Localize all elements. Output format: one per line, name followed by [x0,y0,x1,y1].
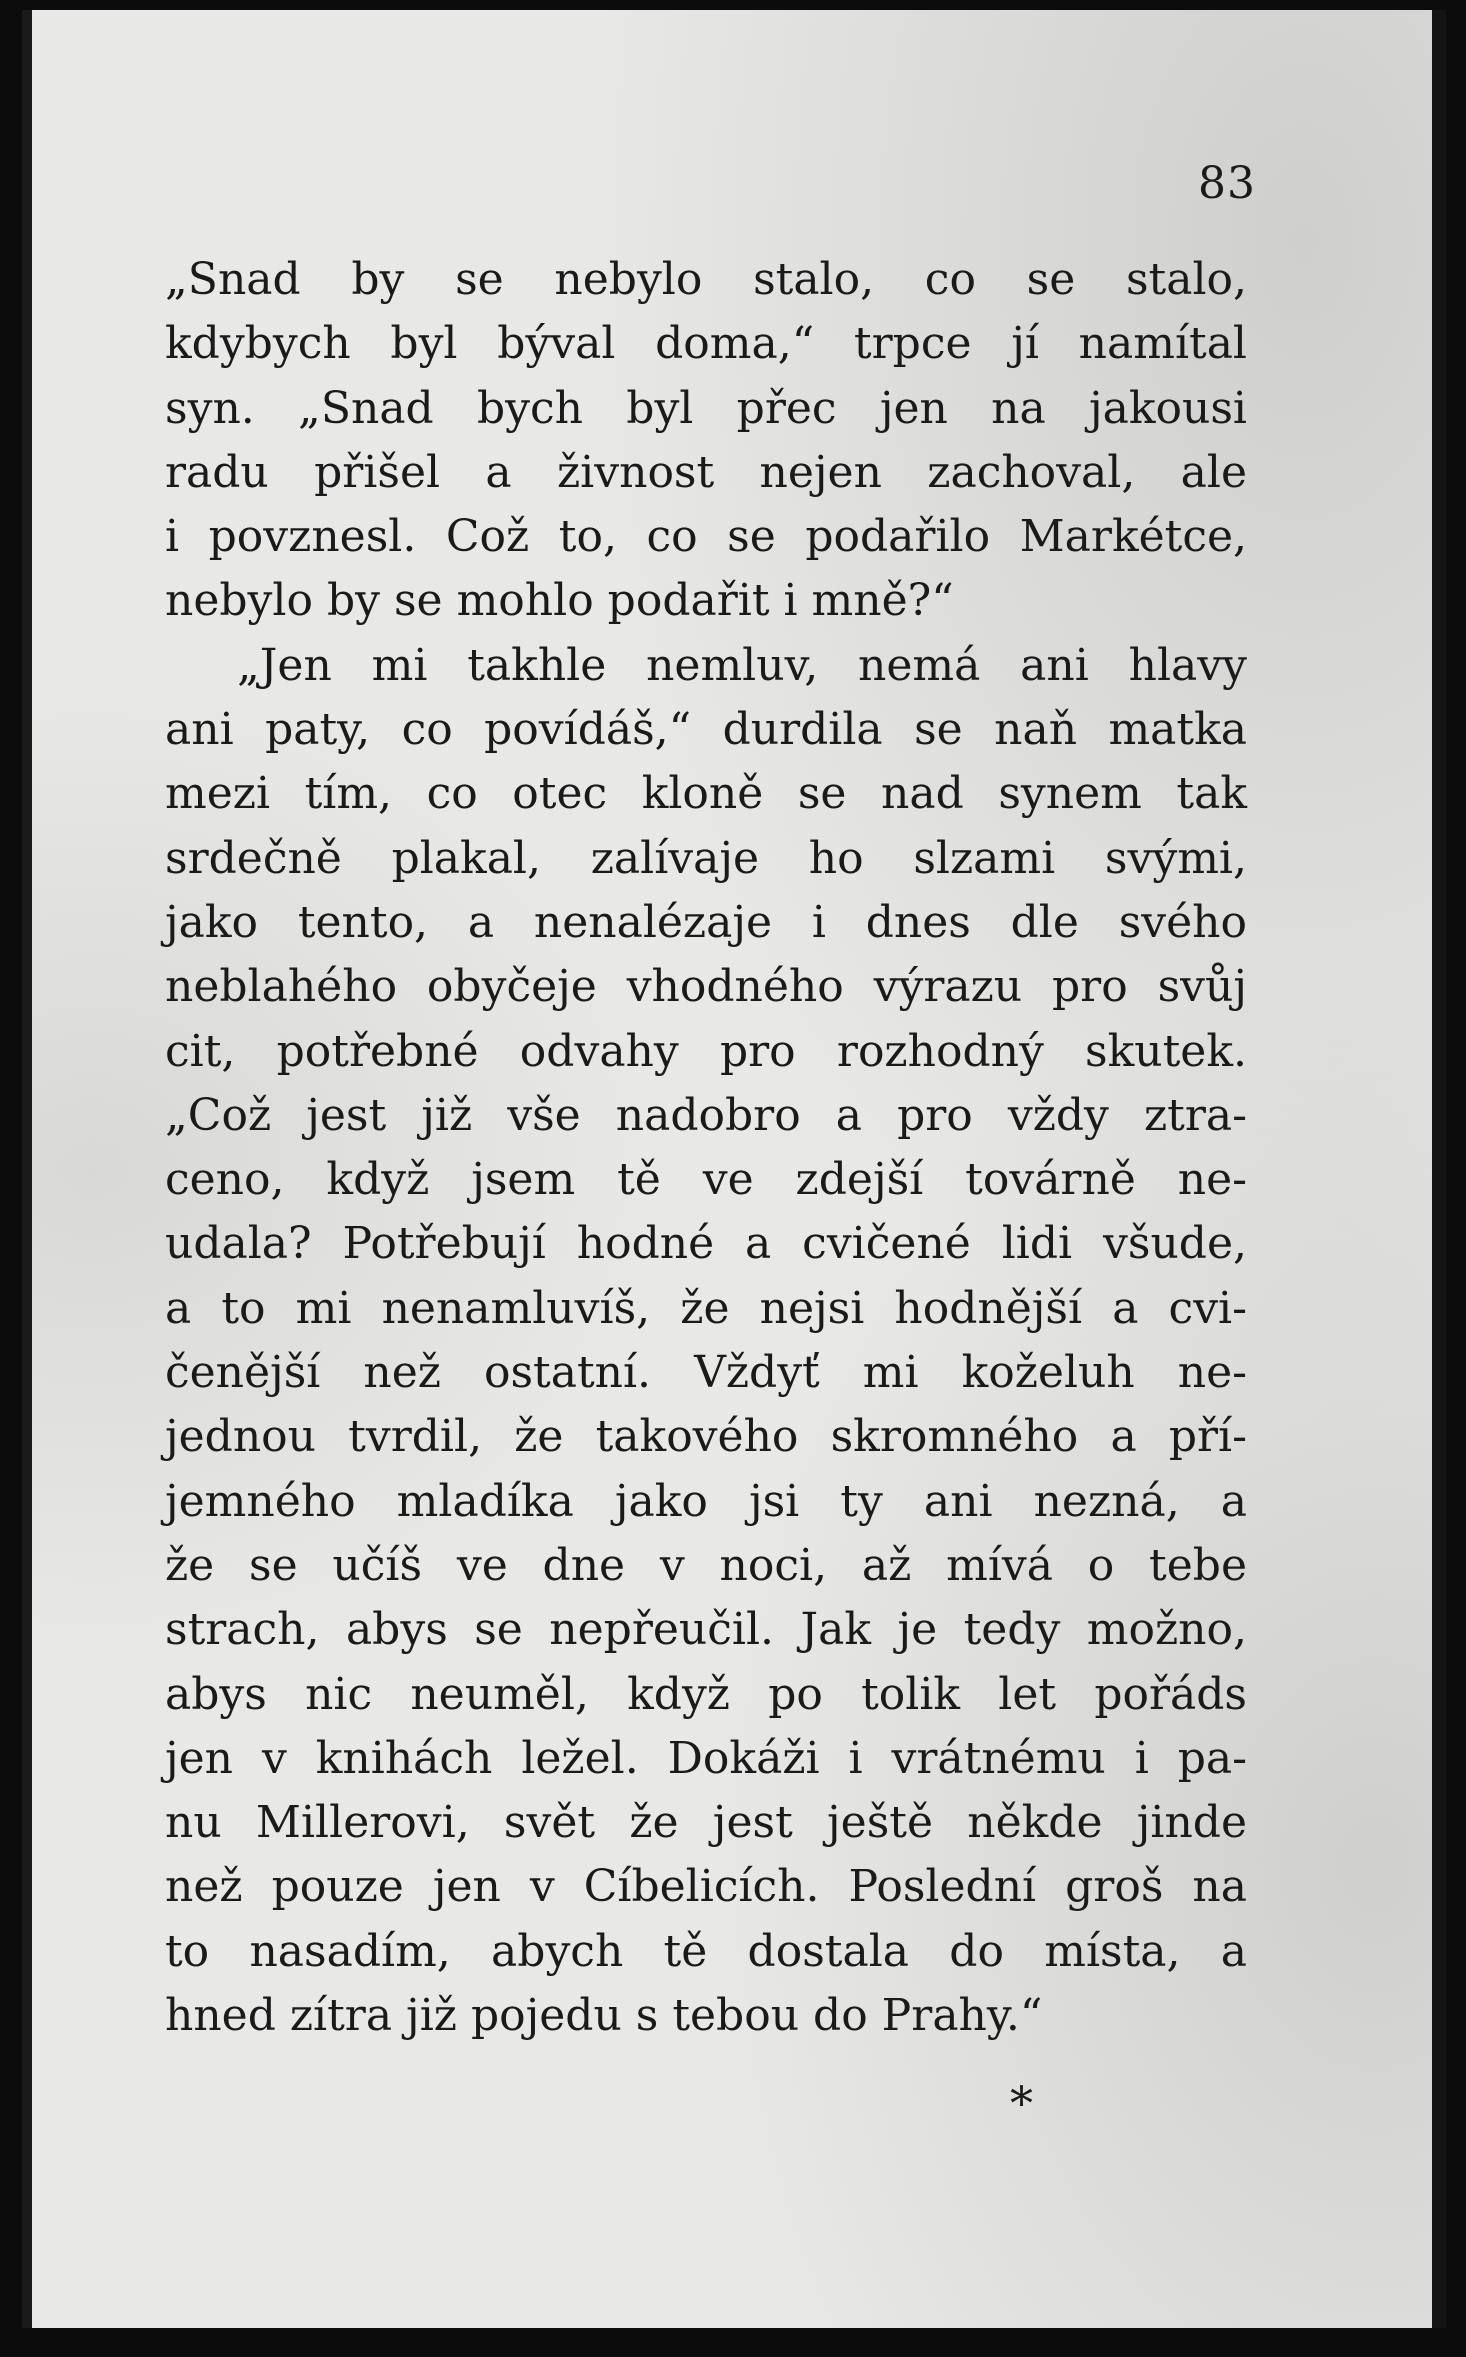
text-line: „Snad by se nebylo stalo, co se stalo, [165,254,1247,305]
text-line: že se učíš ve dne v noci, až mívá o tebe [165,1539,1247,1591]
text-line: jen v knihách ležel. Dokáži i vrátnému i pa- [165,1732,1247,1784]
text-line: cit, potřebné odvahy pro rozhodný skutek. [165,1025,1247,1077]
text-line: srdečně plakal, zalívaje ho slzami svými, [165,832,1247,884]
text-line: abys nic neuměl, když po tolik let pořáds [165,1668,1247,1720]
text-line: nebylo by se mohlo podařit i mně?“ [165,575,954,627]
text-line: kdybych byl býval doma,“ trpce jí namítal [165,318,1247,370]
page-binding-edge [22,10,32,2328]
section-break-asterisk: * [1010,2076,1033,2130]
text-line: „Což jest již vše nadobro a pro vždy ztra- [165,1089,1247,1141]
page-right-edge [1432,10,1446,2328]
text-line: „Jen mi takhle nemluv, nemá ani hlavy [237,639,1247,691]
text-line: neblahého obyčeje vhodného výrazu pro svůj [165,961,1247,1013]
text-line: čenější než ostatní. Vždyť mi koželuh ne- [165,1347,1247,1399]
book-page [22,10,1446,2328]
text-line: syn. „Snad bych byl přec jen na jakousi [165,382,1247,434]
text-line: jako tento, a nenalézaje i dnes dle svého [165,896,1247,948]
text-line: hned zítra již pojedu s tebou do Prahy.“ [165,1990,1043,2042]
text-line: udala? Potřebují hodné a cvičené lidi všude, [165,1218,1247,1270]
text-line: mezi tím, co otec kloně se nad synem tak [165,768,1247,820]
text-line: nu Millerovi, svět že jest ještě někde jinde [165,1797,1247,1849]
text-line: jednou tvrdil, že takového skromného a pří- [165,1411,1247,1463]
text-line: jemného mladíka jako jsi ty ani nezná, a [165,1475,1247,1527]
page-number: 83 [1198,158,1256,209]
text-line: ceno, když jsem tě ve zdejší továrně ne- [165,1154,1247,1206]
text-line: ani paty, co povídáš,“ durdila se naň matka [165,704,1247,756]
text-line: strach, abys se nepřeučil. Jak je tedy možno, [165,1604,1247,1656]
text-line: a to mi nenamluvíš, že nejsi hodnější a cvi- [165,1282,1247,1334]
text-line: než pouze jen v Cíbelicích. Poslední groš na [165,1861,1247,1913]
text-line: to nasadím, abych tě dostala do místa, a [165,1925,1247,1977]
body-text [165,248,1247,2048]
text-line: radu přišel a živnost nejen zachoval, ale [165,446,1247,498]
text-line: i povznesl. Což to, co se podařilo Markétce, [165,511,1247,563]
